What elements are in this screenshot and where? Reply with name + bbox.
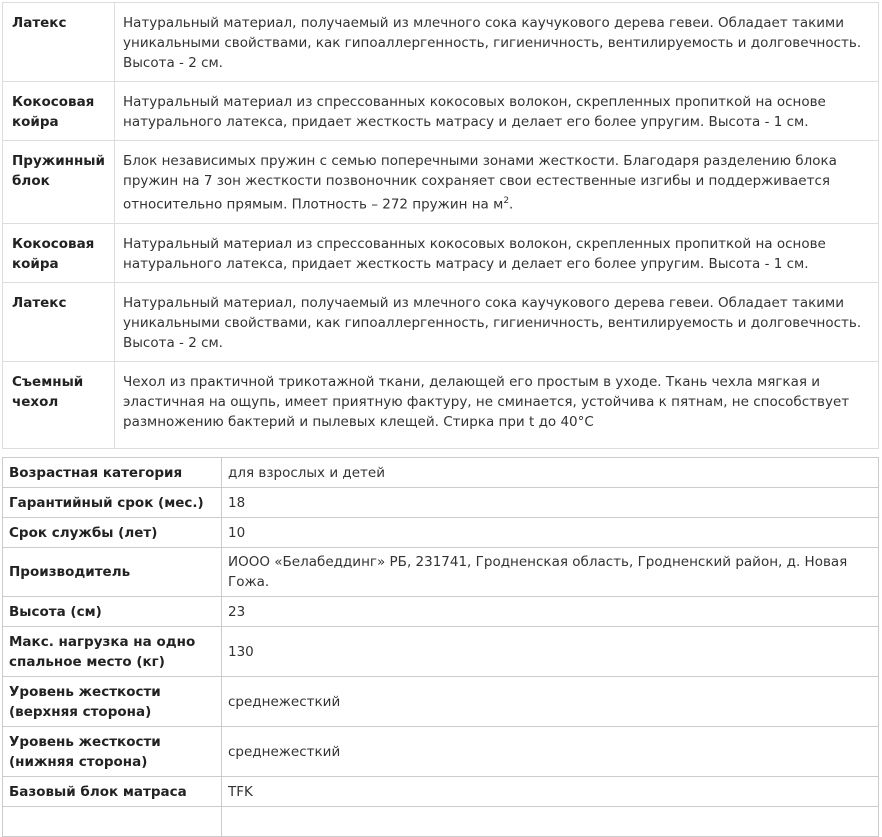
layer-row [3,141,879,224]
layer-row [3,282,879,361]
spec-name: Базовый блок матраса [3,777,222,807]
spec-row [3,627,879,677]
spec-row [3,597,879,627]
spec-row [3,677,879,727]
spec-row [3,727,879,777]
spec-value: для взрослых и детей [222,458,879,488]
spec-row [3,807,879,837]
spec-value: TFK [222,777,879,807]
layer-name: Латекс [3,3,115,82]
layer-description [115,141,879,224]
spec-value: 130 [222,627,879,677]
layer-description: Натуральный материал из спрессованных кокосовых волокон, скрепленных пропиткой на основе натурального латекса, придает жесткость матрасу и делает его более упругим. Высота - 1 см. [115,223,879,282]
spec-value: среднежесткий [222,727,879,777]
layer-description: Натуральный материал, получаемый из млечного сока каучукового дерева гевеи. Обладает такими уникальными свойствами, как гипоаллергенность, гигиеничность, вентилируемость и долговечность. Высота - 2 см. [115,3,879,82]
spec-name: Возрастная категория [3,458,222,488]
layer-row [3,223,879,282]
spec-row [3,458,879,488]
spec-value: ИООО «Белабеддинг» РБ, 231741, Гродненская область, Гродненский район, д. Новая Гожа. [222,548,879,597]
spec-row [3,548,879,597]
layer-row [3,82,879,141]
spec-row [3,518,879,548]
spec-name: Срок службы (лет) [3,518,222,548]
spec-name: Высота (см) [3,597,222,627]
layer-description: Чехол из практичной трикотажной ткани, делающей его простым в уходе. Ткань чехла мягкая и эластичная на ощупь, имеет приятную фактуру, не сминается, устойчива к пятнам, не способствует размножению бактерий и пылевых клещей. Стирка при t до 40°C [115,361,879,448]
spec-row [3,777,879,807]
layer-description-text: Блок независимых пружин с семью поперечными зонами жесткости. Благодаря разделению блока пружин на 7 зон жесткости позвоночник сохраняет свои естественные изгибы и поддерживается относительно прямым. Плотность – 272 пружин на м [123,153,837,213]
layer-description: Натуральный материал из спрессованных кокосовых волокон, скрепленных пропиткой на основе натурального латекса, придает жесткость матрасу и делает его более упругим. Высота - 1 см. [115,82,879,141]
spec-value: 10 [222,518,879,548]
spec-name: Макс. нагрузка на одно спальное место (кг) [3,627,222,677]
layer-description-end: . [509,196,514,213]
spec-row [3,488,879,518]
spec-name: Производитель [3,548,222,597]
specifications-table [2,457,879,837]
layer-name: Кокосовая койра [3,223,115,282]
spec-value: 23 [222,597,879,627]
layer-name: Кокосовая койра [3,82,115,141]
spec-name: Уровень жесткости (нижняя сторона) [3,727,222,777]
layer-name: Латекс [3,282,115,361]
spec-name: Уровень жесткости (верхняя сторона) [3,677,222,727]
mattress-layers-table [2,2,879,449]
spec-value: 18 [222,488,879,518]
spec-value: среднежесткий [222,677,879,727]
layer-name: Съемный чехол [3,361,115,448]
layer-row [3,3,879,82]
layer-row [3,361,879,448]
layer-description-superscript: 2 [503,196,510,206]
layer-description: Натуральный материал, получаемый из млечного сока каучукового дерева гевеи. Обладает такими уникальными свойствами, как гипоаллергенность, гигиеничность, вентилируемость и долговечность. Высота - 2 см. [115,282,879,361]
spec-name: Гарантийный срок (мес.) [3,488,222,518]
spec-value [222,807,879,837]
spec-name [3,807,222,837]
layer-name: Пружинный блок [3,141,115,224]
